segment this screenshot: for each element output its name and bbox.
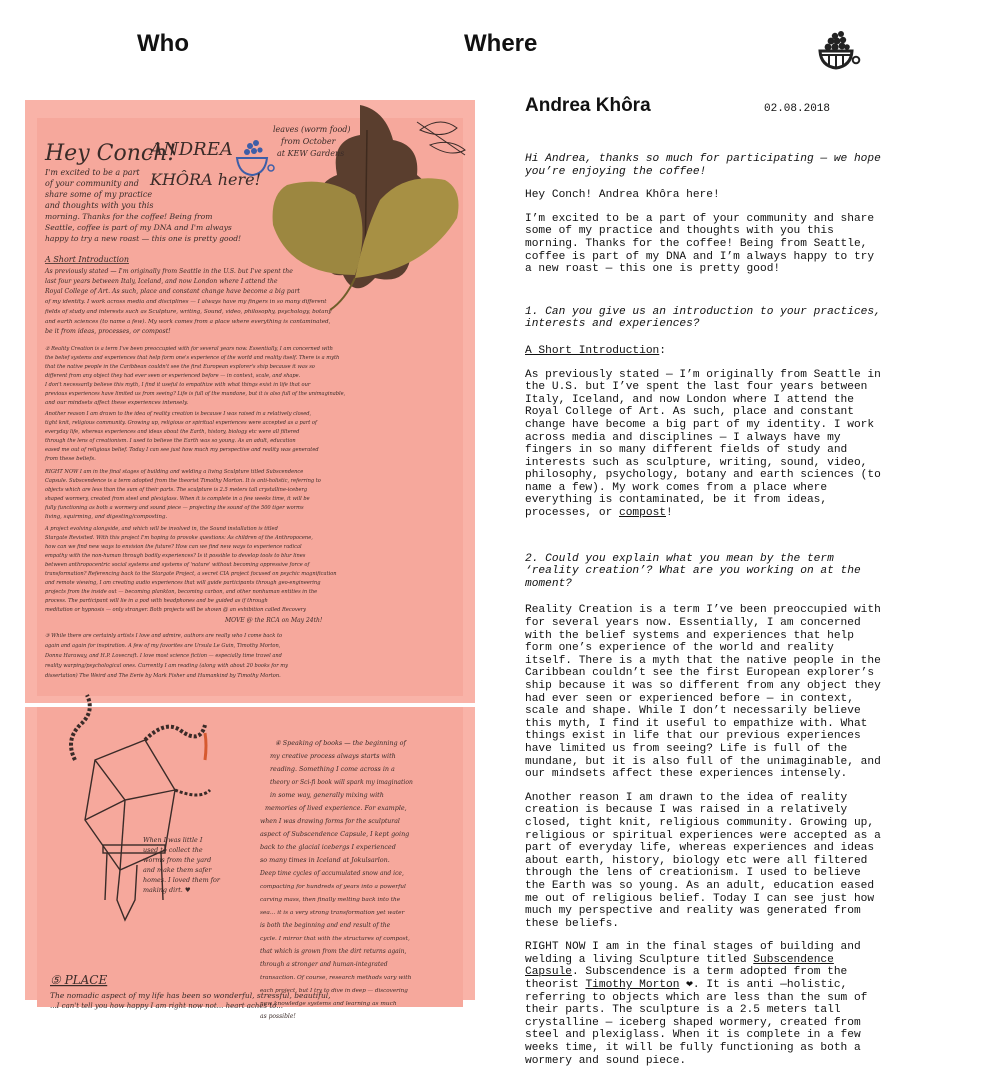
letter-line: compacting for hundreds of years into a powerful <box>260 884 406 890</box>
paragraph <box>525 941 885 1067</box>
letter-line: share some of my practice <box>45 190 153 199</box>
letter-line: from October <box>281 137 336 146</box>
letter-line: I don't necessarily believe this myth, I find it useful to empathize with what things exist in life that our <box>45 382 311 388</box>
letter-line: again and again for inspiration. A few of my favorites are Ursula Le Guin, Timothy Morton, <box>45 643 281 649</box>
letter-line: reality warping/psychological ones. Currently I am reading (along with about 20 books for my <box>45 663 288 669</box>
letter-line: ③ While there are certainly artists I love and admire, authors are really who I come back to <box>45 633 283 639</box>
short-intro-colon: : <box>659 344 666 357</box>
artist-name: Andrea Khôra <box>525 95 651 116</box>
letter-line: process. The participant will lie in a pod with headphones and be guided as if through <box>45 598 268 604</box>
letter-line: of your community and <box>45 179 139 188</box>
letter-line: RIGHT NOW I am in the final stages of building and welding a living Sculpture titled Subscendence <box>45 469 304 475</box>
letter-line: tight knit, religious community. Growing up, religious or spiritual experiences were accepted as a part of <box>45 420 317 426</box>
letter-line: making dirt. ♥ <box>143 886 191 894</box>
letter-line: and remote viewing, I am creating audio experiences that will guide participants through geo-engineering <box>45 580 321 586</box>
paragraph-text: ❤. It is anti —holistic, referring to objects which are less than the sum of their parts. The sculpture is a 2.5 meters tall crystalline — iceberg shaped wormery, created from steel and plexiglass. When it is complete in a few weeks time, it will be fully functioning as both a wormery and sound piece. <box>525 979 868 1067</box>
timothy-morton-link[interactable]: Timothy Morton <box>585 979 680 992</box>
letter-line: Stargate Revisited. With this project I'm hoping to provoke questions: As children of the Anthropocene, <box>45 535 313 541</box>
letter-line: Royal College of Art. As such, place and constant change have become a big part <box>45 288 300 295</box>
letter-line: morning. Thanks for the coffee! Being from <box>45 212 213 221</box>
letter-line: sea... it is a very strong transformation yet water <box>260 910 405 916</box>
letter-line: eased me out of religious belief. Today I can see just how much my perspective and reality was generated <box>45 447 319 453</box>
letter-line: Another reason I am drawn to the idea of reality creation is because I was raised in a relatively closed, <box>45 411 312 417</box>
letter-line: The nomadic aspect of my life has been so wonderful, stressful, beautiful, <box>50 991 331 1000</box>
interview-article <box>525 95 885 1078</box>
short-intro-label: A Short Introduction <box>525 344 660 357</box>
letter-line: objects which are less than the sum of their parts. The sculpture is 2.5 meters tall crystalline-iceberg <box>45 487 308 493</box>
letter-line: each project, but I try to dive in deep — discovering <box>260 988 408 994</box>
letter-line: A project evolving alongside, and which will be involved in, the Sound installation is titled <box>45 526 278 532</box>
letter-line: MOVE @ the RCA on May 24th! <box>225 617 323 624</box>
handwritten-letter-scan <box>25 100 475 1020</box>
letter-line: from these beliefs. <box>45 456 96 462</box>
nav-where-link[interactable]: Where <box>464 30 538 57</box>
letter-line: how can we find new ways to envision the future? How can we find new ways to experience radical <box>45 544 302 550</box>
letter-page2-text <box>50 739 413 1020</box>
letter-line: empathy with the non-human through bodily experiences? Is it possible to develop tools to blur lines <box>45 553 306 559</box>
nav-who-link[interactable]: Who <box>137 30 189 57</box>
letter-line: Seattle, coffee is part of my DNA and I'm always <box>45 223 232 232</box>
letter-line: ② Reality Creation is a term I've been preoccupied with for several years now. Essentially, I am concerned with <box>45 346 333 352</box>
letter-line: ...I can't tell you how happy I am right now not... heart aches to... <box>50 1002 283 1010</box>
letter-line: at KEW Gardens <box>277 149 345 158</box>
letter-line: leaves (worm food) <box>273 125 351 134</box>
subscendence-capsule-link[interactable]: Subscendence Capsule <box>525 953 834 979</box>
paragraph-text: RIGHT NOW I am in the final stages of building and welding a living Sculpture titled <box>525 941 861 966</box>
letter-line: last four years between Italy, Iceland, and now London where I attend the <box>45 278 278 285</box>
letter-line: through the lens of creationism. I used to believe the Earth was so young. As an adult, education <box>45 438 296 444</box>
coffee-bowl-icon[interactable] <box>817 28 861 72</box>
letter-line: happy to try a new roast — this one is pretty good! <box>45 234 242 243</box>
compost-link[interactable]: compost <box>619 507 666 520</box>
letter-line: my creative process always starts with <box>270 752 396 760</box>
letter-line: the belief systems and experiences that help form one's experience of the world and reality itself. There is a myth <box>45 355 340 361</box>
letter-line: homes. I loved them for <box>143 876 220 884</box>
letter-line: ANDREA <box>150 139 233 160</box>
letter-line: fields of study and interests such as Sculpture, writing, Sound, video, philosophy, psychology, botany <box>45 309 332 315</box>
letter-line: projects from the inside out — becoming plankton, becoming carbon, and other nonhuman entities in the <box>45 589 318 595</box>
question-2: 2. Could you explain what you mean by the term ‘reality creation’? What are you working on at the moment? <box>525 552 861 590</box>
letter-line: Deep time cycles of accumulated snow and ice, <box>260 870 404 877</box>
letter-line: KHÔRA here! <box>150 170 262 189</box>
letter-line: that which is grown from the dirt returns again, <box>260 948 407 955</box>
letter-line: Donna Haraway, and H.P. Lovecraft. I love most science fiction — especially time travel and <box>45 653 282 659</box>
letter-line: As previously stated — I'm originally from Seattle in the U.S. but I've spent the <box>45 268 293 275</box>
paragraph <box>525 369 885 520</box>
letter-line: different from any object they had ever seen or experienced before — in context, scale, and shape. <box>45 373 301 379</box>
letter-line: transformation? Referencing back to the Stargate Project, a secret CIA project focused on psychic magnification <box>45 571 337 577</box>
paragraph: Another reason I am drawn to the idea of reality creation is because I was raised in a relatively closed, tight knit, religious community. Growing up, religious or spiritual experiences were accepted as a part of everyday life, whereas experiences and ideas about earth, history, biology etc were all filtered through the lens of creationism. I used to believe the Earth was so young. As an adult, education eased me out of religious belief. Today I can see just how much my perspective and reality was generated from these beliefs. <box>525 791 881 930</box>
letter-line: so many times in Iceland at Jokulsarlon. <box>260 856 390 864</box>
letter-line: used to collect the <box>143 846 203 854</box>
letter-line: between anthropocentric social systems and systems of 'nature' without becoming oppressive force of <box>45 562 310 568</box>
letter-line: A Short Introduction <box>45 255 130 264</box>
greeting: Hey Conch! Andrea Khôra here! <box>525 189 720 202</box>
letter-line: When I was little I <box>143 836 203 844</box>
paragraph: Reality Creation is a term I’ve been preoccupied with for several years now. Essentially, I am concerned with the belief systems and experiences that help form one’s experience of the world and reality itself. There is a myth that the native people in the Caribbean couldn’t see the first European explorer’s ship because it was so different from any object they had ever seen or experienced before — in context, scale and shape. While I don’t necessarily believe this myth, I find it useful to empathize with. What things exist in life that our previous experiences have limited us from seeing? Life is full of the mundane, but it is also full of the unimaginable, and our mindsets affect these experiences intensely. <box>525 604 881 781</box>
letter-line: in some way, generally mixing with <box>270 791 384 799</box>
letter-line: that the native people in the Caribbean couldn't see the first European explorer's ship because it was so <box>45 364 315 370</box>
letter-line: and make them safer <box>143 866 212 874</box>
letter-line: cycle. I mirror that with the structures of compost, <box>260 936 410 942</box>
letter-line: through a stronger and human-integrated <box>260 961 388 968</box>
letter-line: ⑤ PLACE <box>50 973 108 987</box>
short-intro-heading <box>525 345 885 358</box>
letter-drawings <box>25 100 475 1020</box>
letter-line: shaped wormery, created from steel and plexiglass. When it is complete in a few weeks time, it will be <box>45 496 310 502</box>
letter-line: and our mindsets affect these experiences intensely. <box>45 400 189 406</box>
letter-line: transaction. Of course, research methods vary with <box>260 975 412 981</box>
letter-line: meditation or hypnosis — only stranger. Both projects will be shown @ an exhibition called Recovery <box>45 607 307 613</box>
leaf-doodle <box>417 122 465 155</box>
intro-question: Hi Andrea, thanks so much for participating — we hope you’re enjoying the coffee! <box>525 153 881 178</box>
letter-line: back to the glacial icebergs I experienced <box>260 843 396 851</box>
letter-line: and thoughts with you this <box>45 201 154 210</box>
letter-line: Capsule. Subscendence is a term adopted from the theorist Timothy Morton. It is anti-holistic, referring to <box>45 478 321 484</box>
letter-line: new knowledge systems and learning as much <box>260 1001 397 1007</box>
letter-line: is both the beginning and end result of the <box>260 922 391 929</box>
letter-line: previous experiences have limited us from seeing? Life is full of the mundane, but it is also full of the unimaginable, <box>45 391 346 397</box>
letter-line: fully functioning as both a wormery and sound piece — projecting the sound of the 500 tiger worms <box>45 505 304 511</box>
letter-line: everyday life, whereas experiences and ideas about the Earth, history, biology etc were all filtered <box>45 429 300 435</box>
question-1: 1. Can you give us an introduction to your practices, interests and experiences? <box>525 305 881 331</box>
letter-line: of my identity. I work across media and disciplines — I always have my fingers in so many different <box>45 299 327 305</box>
letter-line: theory or Sci-fi book will spark my imagination <box>270 779 413 786</box>
letter-line: carving mass, then finally melting back into the <box>260 897 401 903</box>
letter-line: living, squirming, and digesting/composting. <box>45 514 168 520</box>
letter-line: and earth sciences (to name a few). My work comes from a place where everything is contaminated, <box>45 319 331 325</box>
letter-line: worms from the yard <box>143 856 212 864</box>
paragraph-text: ! <box>666 507 673 520</box>
letter-line: dissertation) The Weird and The Eerie by Mark Fisher and Humankind by Timothy Morton. <box>45 673 281 679</box>
paragraph-text: As previously stated — I’m originally from Seattle in the U.S. but I’ve spent the last four years between Italy, Iceland, and now London where I attend the Royal College of Art. As such, place and constant change have become a big part of my identity. I work across media and disciplines — I always have my fingers in so many different fields of study and interests such as sculpture, writing, sound, video, philosophy, psychology, botany and earth sciences (to name a few). My work comes from a place where everything is contaminated, be it from ideas, processes, or <box>525 368 881 520</box>
letter-line: when I was drawing forms for the sculptural <box>260 818 400 825</box>
letter-line: I'm excited to be a part <box>45 168 140 177</box>
letter-line: ④ Speaking of books — the beginning of <box>275 739 406 747</box>
letter-line: as possible! <box>260 1013 296 1020</box>
letter-line: Hey Conch! <box>45 141 177 166</box>
publish-date: 02.08.2018 <box>764 103 831 115</box>
letter-line: reading. Something I come across in a <box>270 765 395 773</box>
paragraph: I’m excited to be a part of your community and share some of my practice and thoughts with you this morning. Thanks for the coffee! Being from Seattle, coffee is part of my DNA and I’m always happy to try a new roast — this one is pretty good! <box>525 212 875 276</box>
letter-line: aspect of Subscendence Capsule, I kept going <box>260 830 410 838</box>
letter-line: be it from ideas, processes, or compost! <box>45 328 171 335</box>
paragraph-text: . Subscendence is a term adopted from the theorist <box>525 966 848 992</box>
letter-line: memories of lived experience. For example, <box>265 804 407 812</box>
